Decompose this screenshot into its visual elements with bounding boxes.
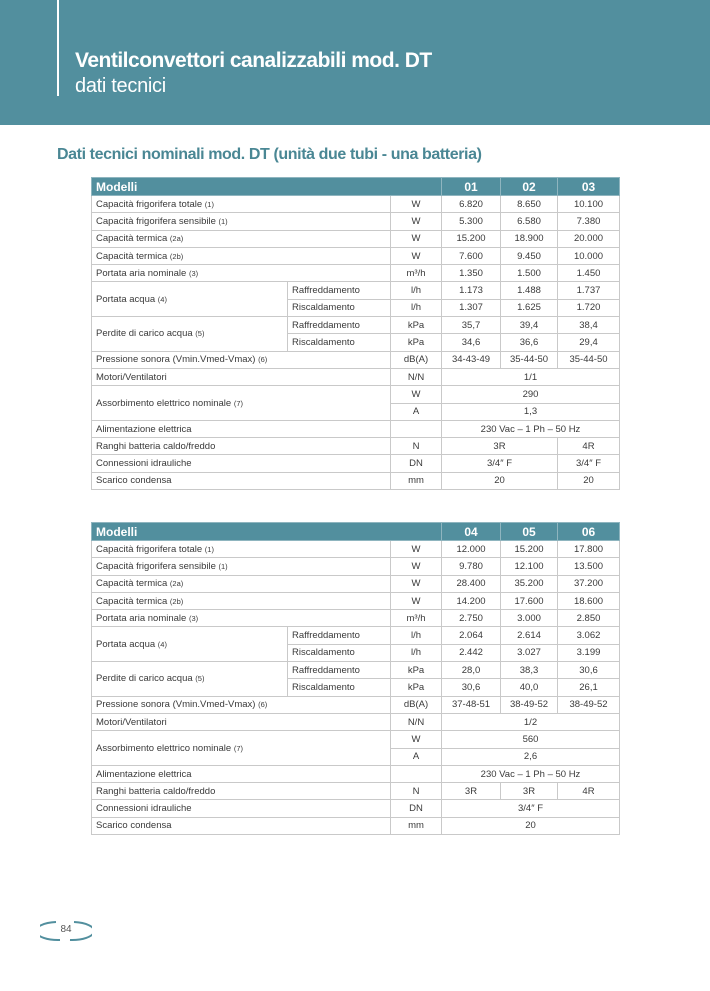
row-label xyxy=(92,731,391,766)
header-divider-line xyxy=(57,0,59,96)
row-unit: A xyxy=(391,748,442,765)
table-row xyxy=(92,368,620,385)
row-footnote: (2a) xyxy=(169,234,184,244)
row-value: 36,6 xyxy=(501,334,558,351)
row-value: 3/4″ F xyxy=(558,455,620,472)
row-value: 6.820 xyxy=(442,196,501,213)
table-row xyxy=(92,541,620,558)
row-value: 4R xyxy=(558,438,620,455)
row-sublabel: Riscaldamento xyxy=(288,334,391,351)
row-value: 17.800 xyxy=(558,541,620,558)
row-value: 18.600 xyxy=(558,592,620,609)
row-value: 7.380 xyxy=(558,213,620,230)
table-row xyxy=(92,247,620,264)
row-label xyxy=(92,696,391,713)
row-unit: l/h xyxy=(391,299,442,316)
table-row xyxy=(92,213,620,230)
row-value: 10.100 xyxy=(558,196,620,213)
row-value: 34,6 xyxy=(442,334,501,351)
row-label xyxy=(92,627,288,662)
row-unit: W xyxy=(391,196,442,213)
row-footnote: (4) xyxy=(157,294,167,304)
table-row xyxy=(92,765,620,782)
row-value: 1/1 xyxy=(442,368,620,385)
row-value: 28,0 xyxy=(442,662,501,679)
page-number: 84 xyxy=(60,924,72,935)
row-value: 1/2 xyxy=(442,713,620,730)
header-models-label: Modelli xyxy=(92,178,442,196)
row-label-text: Capacità termica xyxy=(96,250,168,262)
row-footnote: (5) xyxy=(195,674,205,684)
page-title: Ventilconvettori canalizzabili mod. DT xyxy=(75,49,432,72)
table-row xyxy=(92,455,620,472)
row-label-text: Portata acqua xyxy=(96,638,156,650)
row-unit: W xyxy=(391,247,442,264)
row-footnote: (4) xyxy=(157,639,167,649)
row-label-text: Connessioni idrauliche xyxy=(96,803,192,815)
row-value: 38-49-52 xyxy=(558,696,620,713)
row-value: 37.200 xyxy=(558,575,620,592)
spec-table-models-01-03 xyxy=(91,177,620,490)
row-label-text: Assorbimento elettrico nominale xyxy=(96,397,232,409)
row-label xyxy=(92,800,391,817)
table-row xyxy=(92,800,620,817)
table-row xyxy=(92,783,620,800)
row-footnote: (1) xyxy=(218,216,228,226)
row-value: 1.450 xyxy=(558,265,620,282)
row-value: 9.780 xyxy=(442,558,501,575)
table-row xyxy=(92,282,620,299)
header-model-02: 02 xyxy=(501,178,558,196)
row-label-text: Ranghi batteria caldo/freddo xyxy=(96,785,216,797)
row-label xyxy=(92,783,391,800)
row-unit: N/N xyxy=(391,713,442,730)
row-label xyxy=(92,558,391,575)
row-unit: m³/h xyxy=(391,610,442,627)
row-value: 40,0 xyxy=(501,679,558,696)
row-value: 5.300 xyxy=(442,213,501,230)
header-band xyxy=(0,0,710,125)
row-label-text: Scarico condensa xyxy=(96,820,172,832)
table-row xyxy=(92,265,620,282)
row-value: 1.173 xyxy=(442,282,501,299)
page-subtitle: dati tecnici xyxy=(75,75,166,97)
row-value: 35,7 xyxy=(442,317,501,334)
row-unit: W xyxy=(391,213,442,230)
row-label-text: Perdite di carico acqua xyxy=(96,328,193,340)
row-value: 12.100 xyxy=(501,558,558,575)
row-value: 26,1 xyxy=(558,679,620,696)
row-label-text: Capacità frigorifera totale xyxy=(96,543,203,555)
row-footnote: (7) xyxy=(233,743,243,753)
row-label-text: Portata acqua xyxy=(96,293,156,305)
row-unit: kPa xyxy=(391,317,442,334)
row-value: 35.200 xyxy=(501,575,558,592)
row-label xyxy=(92,765,391,782)
row-label-text: Motori/Ventilatori xyxy=(96,716,167,728)
row-value: 1.737 xyxy=(558,282,620,299)
row-sublabel: Riscaldamento xyxy=(288,644,391,661)
row-value: 3.062 xyxy=(558,627,620,644)
row-value: 20 xyxy=(442,472,558,489)
header-model-04: 04 xyxy=(442,523,501,541)
row-label xyxy=(92,575,391,592)
row-label-text: Capacità termica xyxy=(96,595,168,607)
row-label xyxy=(92,592,391,609)
row-value: 3R xyxy=(442,438,558,455)
spec-table-models-04-06 xyxy=(91,522,620,835)
row-value: 35-44-50 xyxy=(558,351,620,368)
row-value: 290 xyxy=(442,386,620,403)
table-row xyxy=(92,351,620,368)
row-unit: N xyxy=(391,438,442,455)
row-value: 28.400 xyxy=(442,575,501,592)
row-footnote: (1) xyxy=(204,199,214,209)
row-value: 1.488 xyxy=(501,282,558,299)
row-unit: W xyxy=(391,592,442,609)
row-label xyxy=(92,247,391,264)
row-value: 38-49-52 xyxy=(501,696,558,713)
row-unit: A xyxy=(391,403,442,420)
row-footnote: (2b) xyxy=(169,251,184,261)
row-unit: m³/h xyxy=(391,265,442,282)
row-label xyxy=(92,817,391,834)
row-unit: W xyxy=(391,230,442,247)
row-value: 14.200 xyxy=(442,592,501,609)
row-label xyxy=(92,541,391,558)
row-unit: kPa xyxy=(391,334,442,351)
row-value: 1.500 xyxy=(501,265,558,282)
row-sublabel: Riscaldamento xyxy=(288,679,391,696)
row-footnote: (6) xyxy=(258,355,268,365)
row-label-text: Ranghi batteria caldo/freddo xyxy=(96,440,216,452)
row-value: 1.307 xyxy=(442,299,501,316)
row-label xyxy=(92,317,288,352)
row-value: 3R xyxy=(442,783,501,800)
row-label-text: Capacità termica xyxy=(96,578,168,590)
row-value: 20 xyxy=(442,817,620,834)
table-row xyxy=(92,696,620,713)
row-label xyxy=(92,610,391,627)
row-label-text: Capacità frigorifera sensibile xyxy=(96,215,216,227)
row-value: 15.200 xyxy=(442,230,501,247)
table-row xyxy=(92,196,620,213)
row-label xyxy=(92,368,391,385)
row-footnote: (5) xyxy=(195,329,205,339)
row-value: 7.600 xyxy=(442,247,501,264)
row-label-text: Scarico condensa xyxy=(96,475,172,487)
row-value: 230 Vac – 1 Ph – 50 Hz xyxy=(442,420,620,437)
row-label xyxy=(92,438,391,455)
row-value: 8.650 xyxy=(501,196,558,213)
row-value: 230 Vac – 1 Ph – 50 Hz xyxy=(442,765,620,782)
row-sublabel: Riscaldamento xyxy=(288,299,391,316)
row-value: 560 xyxy=(442,731,620,748)
header-model-03: 03 xyxy=(558,178,620,196)
row-value: 1.625 xyxy=(501,299,558,316)
row-footnote: (3) xyxy=(188,268,199,278)
row-value: 2.064 xyxy=(442,627,501,644)
row-label-text: Motori/Ventilatori xyxy=(96,371,167,383)
row-label-text: Capacità frigorifera sensibile xyxy=(96,560,216,572)
row-unit: dB(A) xyxy=(391,696,442,713)
table-row xyxy=(92,627,620,644)
row-label-text: Pressione sonora (Vmin.Vmed-Vmax) xyxy=(96,354,256,366)
table-row xyxy=(92,386,620,403)
row-label-text: Connessioni idrauliche xyxy=(96,458,192,470)
table-row xyxy=(92,558,620,575)
row-label xyxy=(92,472,391,489)
table-row xyxy=(92,575,620,592)
row-unit: W xyxy=(391,731,442,748)
row-value: 3/4″ F xyxy=(442,455,558,472)
table-row xyxy=(92,662,620,679)
table-row xyxy=(92,420,620,437)
row-sublabel: Raffreddamento xyxy=(288,627,391,644)
table-row xyxy=(92,230,620,247)
row-unit: l/h xyxy=(391,627,442,644)
row-value: 2.750 xyxy=(442,610,501,627)
row-label xyxy=(92,351,391,368)
row-value: 4R xyxy=(558,783,620,800)
table-header-row xyxy=(92,523,620,541)
row-footnote: (2b) xyxy=(169,596,184,606)
row-label-text: Alimentazione elettrica xyxy=(96,423,192,435)
row-value: 38,4 xyxy=(558,317,620,334)
header-model-01: 01 xyxy=(442,178,501,196)
row-label xyxy=(92,213,391,230)
row-value: 1,3 xyxy=(442,403,620,420)
row-value: 2.442 xyxy=(442,644,501,661)
table-row xyxy=(92,472,620,489)
header-model-06: 06 xyxy=(558,523,620,541)
table-row xyxy=(92,438,620,455)
row-footnote: (2a) xyxy=(169,579,184,589)
row-label-text: Assorbimento elettrico nominale xyxy=(96,742,232,754)
section-title: Dati tecnici nominali mod. DT (unità due tubi - una batteria) xyxy=(57,146,482,163)
row-value: 34-43-49 xyxy=(442,351,501,368)
row-label xyxy=(92,455,391,472)
row-label xyxy=(92,386,391,421)
row-unit: dB(A) xyxy=(391,351,442,368)
row-unit: mm xyxy=(391,472,442,489)
row-value: 1.720 xyxy=(558,299,620,316)
table-row xyxy=(92,731,620,748)
header-models-label: Modelli xyxy=(92,523,442,541)
table-row xyxy=(92,610,620,627)
row-value: 6.580 xyxy=(501,213,558,230)
row-value: 3.027 xyxy=(501,644,558,661)
row-value: 37-48-51 xyxy=(442,696,501,713)
page-number-badge xyxy=(40,920,92,942)
row-label-text: Capacità frigorifera totale xyxy=(96,198,203,210)
row-footnote: (1) xyxy=(218,561,228,571)
row-value: 2.850 xyxy=(558,610,620,627)
row-sublabel: Raffreddamento xyxy=(288,317,391,334)
row-footnote: (7) xyxy=(233,398,243,408)
row-label-text: Portata aria nominale xyxy=(96,267,187,279)
row-label-text: Portata aria nominale xyxy=(96,612,187,624)
row-unit: DN xyxy=(391,455,442,472)
row-value: 13.500 xyxy=(558,558,620,575)
row-footnote: (1) xyxy=(204,544,214,554)
row-value: 1.350 xyxy=(442,265,501,282)
row-value: 3.000 xyxy=(501,610,558,627)
row-unit: N xyxy=(391,783,442,800)
row-value: 3.199 xyxy=(558,644,620,661)
row-value: 18.900 xyxy=(501,230,558,247)
row-value: 35-44-50 xyxy=(501,351,558,368)
row-unit: kPa xyxy=(391,662,442,679)
row-unit: W xyxy=(391,558,442,575)
row-value: 3/4″ F xyxy=(442,800,620,817)
row-value: 29,4 xyxy=(558,334,620,351)
row-value: 30,6 xyxy=(558,662,620,679)
row-value: 20 xyxy=(558,472,620,489)
row-unit: N/N xyxy=(391,368,442,385)
row-value: 10.000 xyxy=(558,247,620,264)
row-unit xyxy=(391,765,442,782)
row-footnote: (6) xyxy=(258,700,268,710)
row-unit: l/h xyxy=(391,282,442,299)
row-unit xyxy=(391,420,442,437)
row-value: 30,6 xyxy=(442,679,501,696)
row-label xyxy=(92,230,391,247)
row-footnote: (3) xyxy=(188,613,199,623)
row-unit: mm xyxy=(391,817,442,834)
row-label xyxy=(92,420,391,437)
row-value: 17.600 xyxy=(501,592,558,609)
row-unit: kPa xyxy=(391,679,442,696)
row-unit: l/h xyxy=(391,644,442,661)
row-value: 3R xyxy=(501,783,558,800)
row-label-text: Pressione sonora (Vmin.Vmed-Vmax) xyxy=(96,699,256,711)
row-unit: W xyxy=(391,386,442,403)
row-unit: DN xyxy=(391,800,442,817)
row-label xyxy=(92,662,288,697)
row-value: 12.000 xyxy=(442,541,501,558)
row-unit: W xyxy=(391,541,442,558)
row-label-text: Perdite di carico acqua xyxy=(96,673,193,685)
row-value: 20.000 xyxy=(558,230,620,247)
row-label xyxy=(92,196,391,213)
table-row xyxy=(92,817,620,834)
row-sublabel: Raffreddamento xyxy=(288,662,391,679)
table-row xyxy=(92,713,620,730)
row-value: 15.200 xyxy=(501,541,558,558)
row-value: 38,3 xyxy=(501,662,558,679)
row-value: 39,4 xyxy=(501,317,558,334)
row-label-text: Alimentazione elettrica xyxy=(96,768,192,780)
row-label-text: Capacità termica xyxy=(96,233,168,245)
header-model-05: 05 xyxy=(501,523,558,541)
row-label xyxy=(92,713,391,730)
row-value: 9.450 xyxy=(501,247,558,264)
table-header-row xyxy=(92,178,620,196)
row-label xyxy=(92,282,288,317)
table-row xyxy=(92,317,620,334)
row-label xyxy=(92,265,391,282)
row-value: 2.614 xyxy=(501,627,558,644)
row-value: 2,6 xyxy=(442,748,620,765)
table-row xyxy=(92,592,620,609)
row-unit: W xyxy=(391,575,442,592)
row-sublabel: Raffreddamento xyxy=(288,282,391,299)
